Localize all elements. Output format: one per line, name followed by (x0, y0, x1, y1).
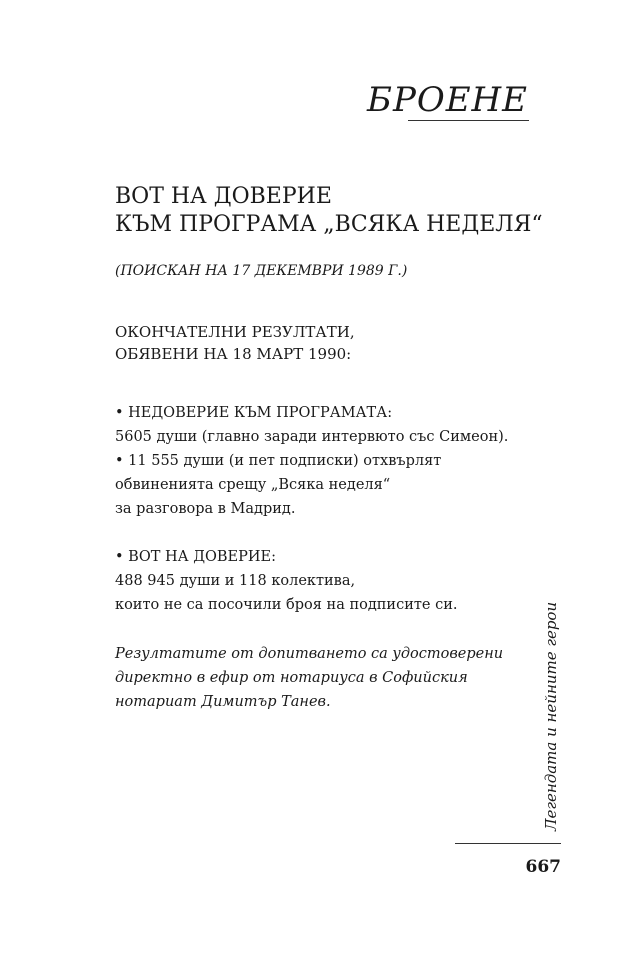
main-title-line-1: ВОТ НА ДОВЕРИЕ (115, 184, 332, 209)
section-title: БРОЕНЕ (366, 80, 528, 120)
distrust-line-4: за разговора в Мадрид. (115, 501, 296, 517)
footer-rule (455, 843, 561, 844)
trust-line-1: 488 945 души и 118 колектива, (115, 573, 356, 589)
distrust-line-1: 5605 души (главно заради интервюто със Симеон). (115, 429, 509, 445)
page-number: 667 (525, 857, 561, 877)
closing-line-3: нотариат Димитър Танев. (115, 694, 331, 710)
results-heading-line-1: ОКОНЧАТЕЛНИ РЕЗУЛТАТИ, (115, 323, 355, 341)
subtitle-date: (ПОИСКАН НА 17 ДЕКЕМВРИ 1989 Г.) (115, 263, 408, 279)
main-title-line-2: КЪМ ПРОГРАМА „ВСЯКА НЕДЕЛЯ“ (115, 212, 543, 237)
trust-heading: • ВОТ НА ДОВЕРИЕ: (115, 549, 277, 565)
distrust-heading: • НЕДОВЕРИЕ КЪМ ПРОГРАМАТА: (115, 405, 393, 421)
results-heading (115, 321, 355, 365)
closing-block (115, 642, 503, 714)
trust-block (115, 545, 458, 617)
distrust-line-3: обвиненията срещу „Всяка неделя“ (115, 477, 391, 493)
trust-line-2: които не са посочили броя на подписите си. (115, 597, 458, 613)
distrust-line-2: • 11 555 души (и пет подписки) отхвърлят (115, 453, 442, 469)
section-title-underline (408, 120, 529, 121)
side-running-title: Легендата и нейните герои (542, 601, 560, 831)
closing-line-2: директно в ефир от нотариуса в Софийския (115, 670, 468, 686)
main-title (115, 183, 543, 239)
distrust-block (115, 401, 508, 521)
closing-line-1: Резултатите от допитването са удостоверени (115, 646, 504, 662)
results-heading-line-2: ОБЯВЕНИ НА 18 МАРТ 1990: (115, 345, 352, 363)
